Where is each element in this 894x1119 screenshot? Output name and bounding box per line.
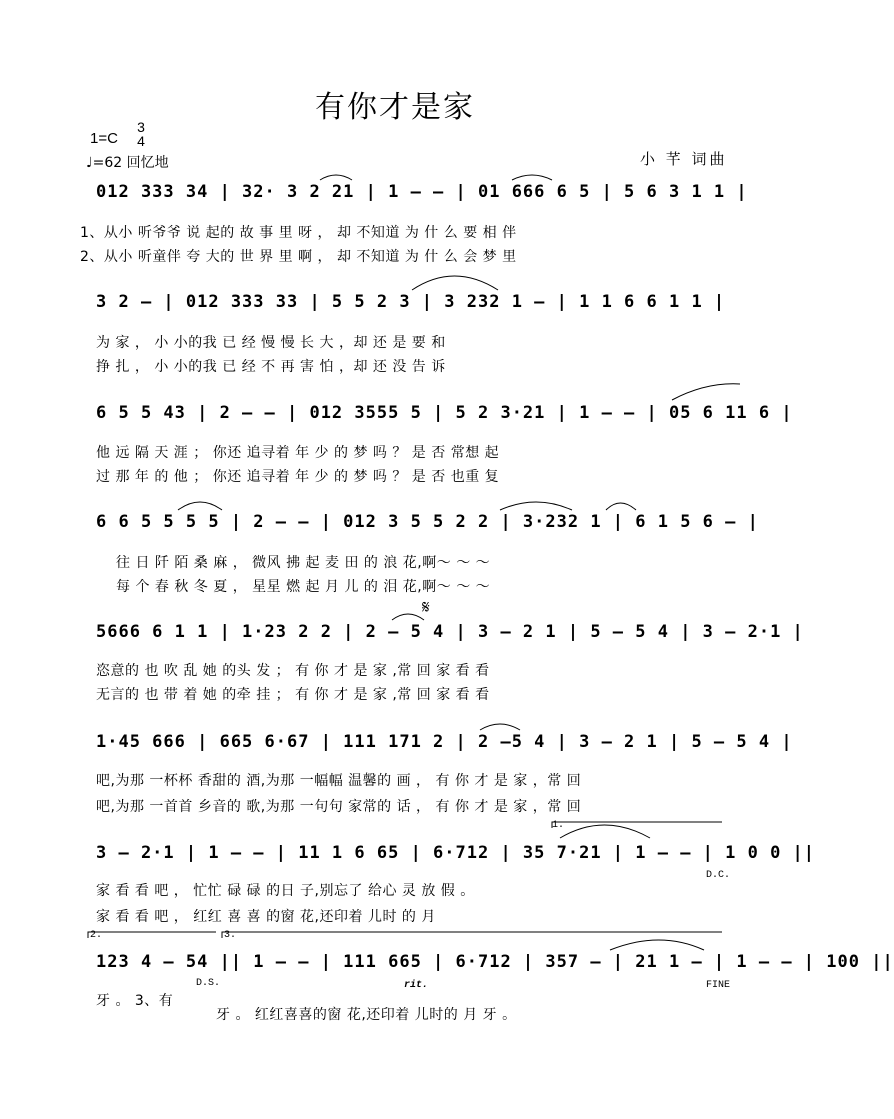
dc-mark: D.C.	[706, 870, 731, 881]
ending-bracket	[222, 932, 722, 938]
ending-bracket	[88, 932, 216, 938]
slur	[500, 502, 572, 510]
key-signature: 1=C	[90, 130, 118, 147]
meter-bottom: 4	[137, 133, 145, 149]
lyrics-line-8a: 牙 。 3、有	[96, 993, 174, 1009]
lyrics-line-4a: 往 日 阡 陌 桑 麻 ， 微风 拂 起 麦 田 的 浪 花,啊～ ～ ～	[116, 555, 491, 571]
slur	[610, 940, 704, 950]
slur	[178, 502, 222, 510]
lyrics-line-3b: 过 那 年 的 他 ； 你还 追寻着 年 少 的 梦 吗 ？ 是 否 也重 复	[96, 469, 500, 485]
lyrics-line-5b: 无言的 也 带 着 她 的牵 挂 ； 有 你 才 是 家 ,常 回 家 看 看	[96, 687, 490, 703]
lyrics-line-5a: 恣意的 也 吹 乱 她 的头 发 ； 有 你 才 是 家 ,常 回 家 看 看	[96, 663, 490, 679]
slur	[480, 724, 520, 730]
slur	[560, 825, 650, 838]
lyrics-line-2b: 挣 扎 ， 小 小的我 已 经 不 再 害 怕 ，却 还 没 告 诉	[96, 359, 446, 375]
page-title: 有你才是家	[315, 90, 475, 125]
lyrics-line-6b: 吧,为那 一首首 乡音的 歌,为那 一句句 家常的 话 ， 有 你 才 是 家 ，常 回	[96, 799, 582, 815]
lyrics-line-7a: 家 看 看 吧 ， 忙忙 碌 碌 的日 子,别忘了 给心 灵 放 假 。	[96, 883, 475, 899]
melody-line-5: 5666 6 1 1 | 1·23 2 2 | 2 – 5 4 | 3 – 2 1 | 5 – 5 4 | 3 – 2·1 |	[96, 622, 804, 642]
ending-bracket	[552, 822, 722, 828]
lyrics-line-6a: 吧,为那 一杯杯 香甜的 酒,为那 一幅幅 温馨的 画 ， 有 你 才 是 家 ，常 回	[96, 773, 582, 789]
segno-sign: 𝄋	[422, 599, 430, 619]
slur	[606, 503, 636, 510]
tempo-marking: ♩=62 回忆地	[86, 155, 169, 171]
lyrics-line-2a: 为 家 ， 小 小的我 已 经 慢 慢 长 大 ，却 还 是 要 和	[96, 335, 446, 351]
ending-1-mark: 1.	[552, 820, 565, 831]
melody-line-6: 1·45 666 | 665 6·67 | 111 171 2 | 2 –5 4 | 3 – 2 1 | 5 – 5 4 |	[96, 732, 793, 752]
meter-top: 3	[137, 119, 145, 135]
lyrics-line-8b: 牙 。 红红喜喜的窗 花,还印着 儿时的 月 牙 。	[216, 1007, 517, 1023]
lyrics-line-1b: 2、从小 听童伴 夸 大的 世 界 里 啊 ， 却 不知道 为 什 么 会 梦 里	[80, 249, 517, 265]
fine-mark: FINE	[706, 980, 731, 991]
ds-mark: D.S.	[196, 978, 221, 989]
ending-2-mark: 2.	[90, 930, 103, 941]
slur	[392, 614, 424, 620]
slur	[320, 175, 352, 180]
lyrics-line-3a: 他 远 隔 天 涯 ； 你还 追寻着 年 少 的 梦 吗 ？ 是 否 常想 起	[96, 445, 500, 461]
slur	[672, 384, 740, 400]
lyrics-line-1a: 1、从小 听爷爷 说 起的 故 事 里 呀 ， 却 不知道 为 什 么 要 相 伴	[80, 225, 517, 241]
ending-3-mark: 3.	[224, 930, 237, 941]
slur	[412, 276, 498, 290]
lyrics-line-7b: 家 看 看 吧 ， 红红 喜 喜 的窗 花,还印着 儿时 的 月	[96, 909, 436, 925]
melody-line-3: 6 5 5 43 | 2 – – | 012 3555 5 | 5 2 3·21 | 1 – – | 05 6 11 6 |	[96, 403, 793, 423]
lyrics-line-4b: 每 个 春 秋 冬 夏 ， 星星 燃 起 月 儿 的 泪 花,啊～ ～ ～	[116, 579, 491, 595]
melody-line-8: 123 4 – 54 || 1 – – | 111 665 | 6·712 | 357 – | 21 1 – | 1 – – | 100 ||	[96, 952, 894, 972]
melody-line-1: 012 333 34 | 32· 3 2 21 | 1 – – | 01 666 6 5 | 5 6 3 1 1 |	[96, 182, 748, 202]
rit-mark: rit.	[404, 980, 429, 991]
slur	[512, 175, 552, 180]
melody-line-7: 3 – 2·1 | 1 – – | 11 1 6 65 | 6·712 | 35 7·21 | 1 – – | 1 0 0 ||	[96, 843, 816, 863]
melody-line-2: 3 2 – | 012 333 33 | 5 5 2 3 | 3 232 1 – | 1 1 6 6 1 1 |	[96, 292, 726, 312]
melody-line-4: 6 6 5 5 5 5 | 2 – – | 012 3 5 5 2 2 | 3·232 1 | 6 1 5 6 – |	[96, 512, 759, 532]
composer-credit: 小 芊 词曲	[640, 150, 728, 168]
